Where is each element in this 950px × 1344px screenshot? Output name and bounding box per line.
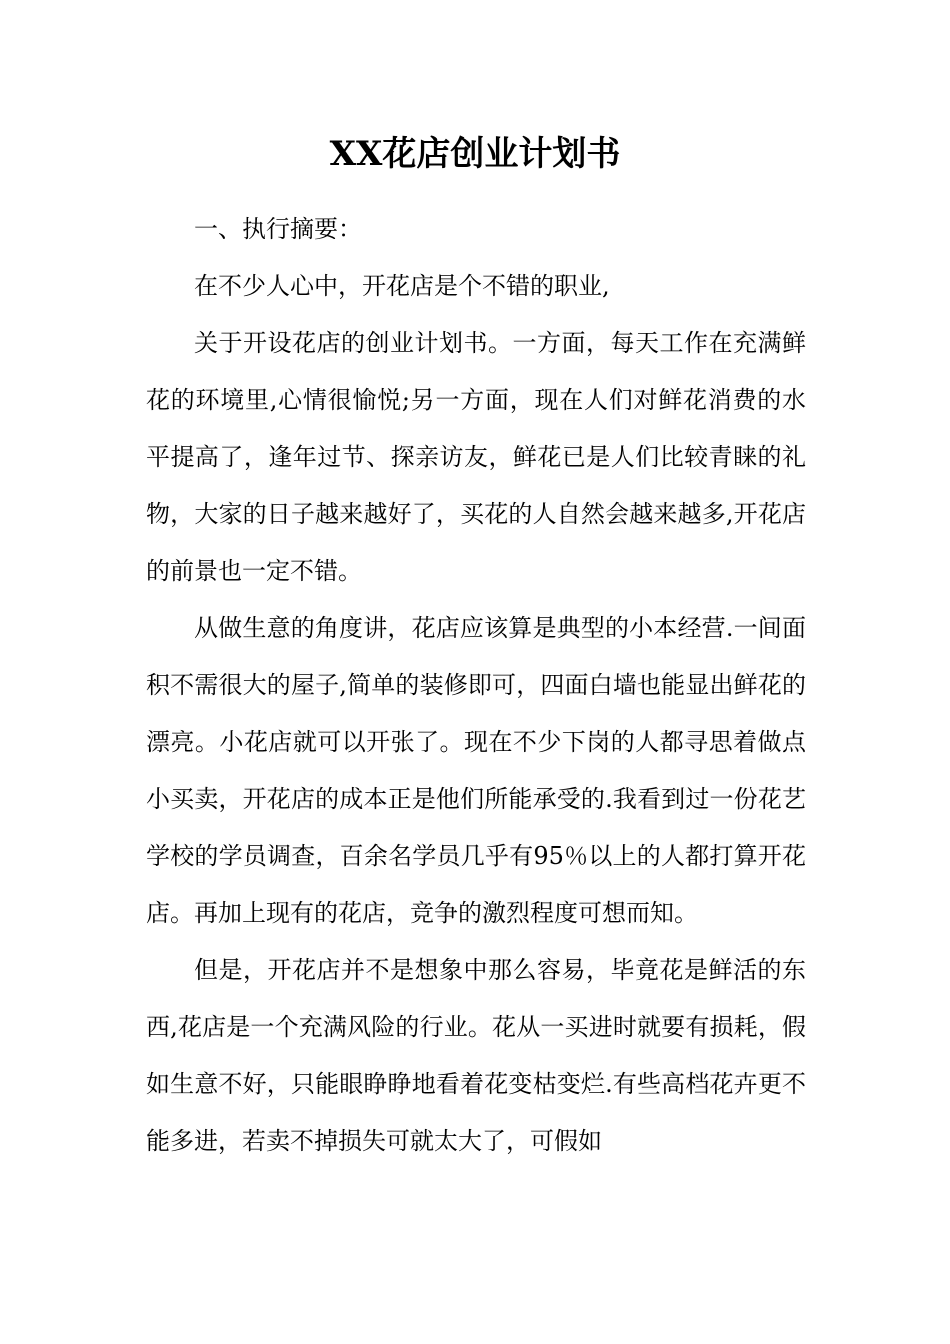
section-heading-executive-summary: 一、执行摘要： bbox=[194, 215, 362, 243]
paragraph: 关于开设花店的创业计划书。一方面，每天工作在充满鲜花的环境里,心情很愉悦;另一方面，现在人们对鲜花消费的水平提高了，逢年过节、探亲访友，鲜花已是人们比较青睐的礼物，大家的日子越来越好了，买花的人自然会越来越多,开花店的前景也一定不错。 bbox=[146, 329, 806, 585]
paragraph: 在不少人心中，开花店是个不错的职业, bbox=[194, 272, 610, 300]
paragraph: 但是，开花店并不是想象中那么容易，毕竟花是鲜活的东西,花店是一个充满风险的行业。花从一买进时就要有损耗，假如生意不好，只能眼睁睁地看着花变枯变烂.有些高档花卉更不能多进，若卖不掉损失可就太大了，可假如 bbox=[146, 956, 806, 1155]
paragraph: 从做生意的角度讲，花店应该算是典型的小本经营.一间面积不需很大的屋子,简单的装修即可，四面白墙也能显出鲜花的漂亮。小花店就可以开张了。现在不少下岗的人都寻思着做点小买卖，开花店的成本正是他们所能承受的.我看到过一份花艺学校的学员调查，百余名学员几乎有95％以上的人都打算开花店。再加上现有的花店，竞争的激烈程度可想而知。 bbox=[146, 614, 806, 927]
document-title: XX花店创业计划书 bbox=[329, 134, 621, 174]
document-body bbox=[146, 201, 806, 1170]
